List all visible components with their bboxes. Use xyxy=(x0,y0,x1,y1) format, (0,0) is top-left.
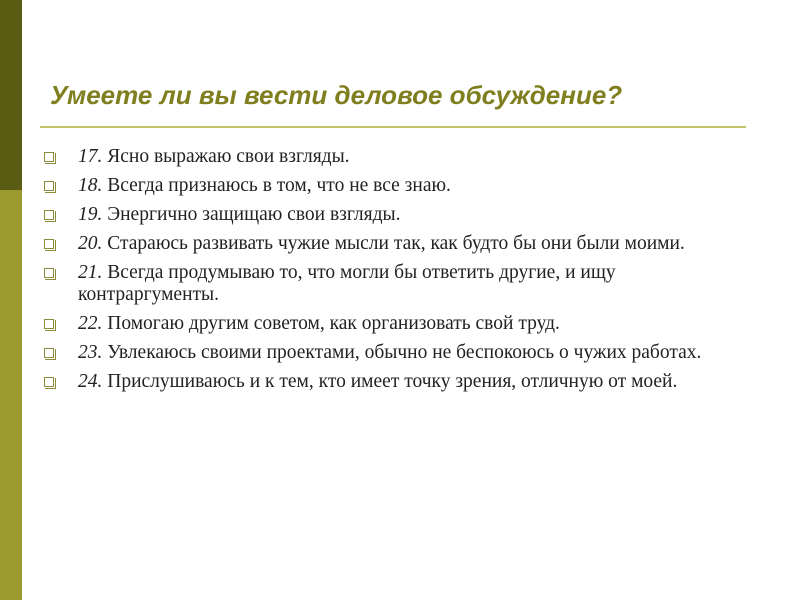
item-text: Всегда признаюсь в том, что не все знаю. xyxy=(102,175,451,196)
square-bullet-icon xyxy=(44,210,54,220)
item-text: Увлекаюсь своими проектами, обычно не беспокоюсь о чужих работах. xyxy=(102,342,702,363)
item-text: Прислушиваюсь и к тем, кто имеет точку зрения, отличную от моей. xyxy=(102,371,678,392)
decorative-sidebar xyxy=(0,0,22,600)
list-item xyxy=(44,233,759,255)
square-bullet-icon xyxy=(44,319,54,329)
sidebar-band-top xyxy=(0,0,22,190)
question-list xyxy=(44,146,759,400)
sidebar-band-bottom xyxy=(0,190,22,600)
list-item xyxy=(44,204,759,226)
square-bullet-icon xyxy=(44,348,54,358)
square-bullet-icon xyxy=(44,268,54,278)
title-underline xyxy=(40,126,746,128)
list-item xyxy=(44,175,759,197)
item-number: 18. xyxy=(78,175,103,196)
item-number: 23. xyxy=(78,342,103,363)
item-number: 17. xyxy=(78,146,103,167)
item-text: Помогаю другим советом, как организовать свой труд. xyxy=(102,313,560,334)
item-text: Всегда продумываю то, что могли бы ответить другие, и ищу контраргументы. xyxy=(78,262,616,305)
square-bullet-icon xyxy=(44,239,54,249)
item-number: 21. xyxy=(78,262,103,283)
slide-title: Умеете ли вы вести деловое обсуждение? xyxy=(50,80,623,110)
square-bullet-icon xyxy=(44,152,54,162)
square-bullet-icon xyxy=(44,377,54,387)
item-number: 22. xyxy=(78,313,103,334)
square-bullet-icon xyxy=(44,181,54,191)
item-text: Стараюсь развивать чужие мысли так, как будто бы они были моими. xyxy=(102,233,685,254)
list-item xyxy=(44,342,759,364)
item-number: 19. xyxy=(78,204,103,225)
item-text: Ясно выражаю свои взгляды. xyxy=(102,146,350,167)
item-number: 20. xyxy=(78,233,103,254)
item-text: Энергично защищаю свои взгляды. xyxy=(102,204,401,225)
list-item xyxy=(44,262,759,306)
list-item xyxy=(44,146,759,168)
list-item xyxy=(44,371,759,393)
list-item xyxy=(44,313,759,335)
item-number: 24. xyxy=(78,371,103,392)
